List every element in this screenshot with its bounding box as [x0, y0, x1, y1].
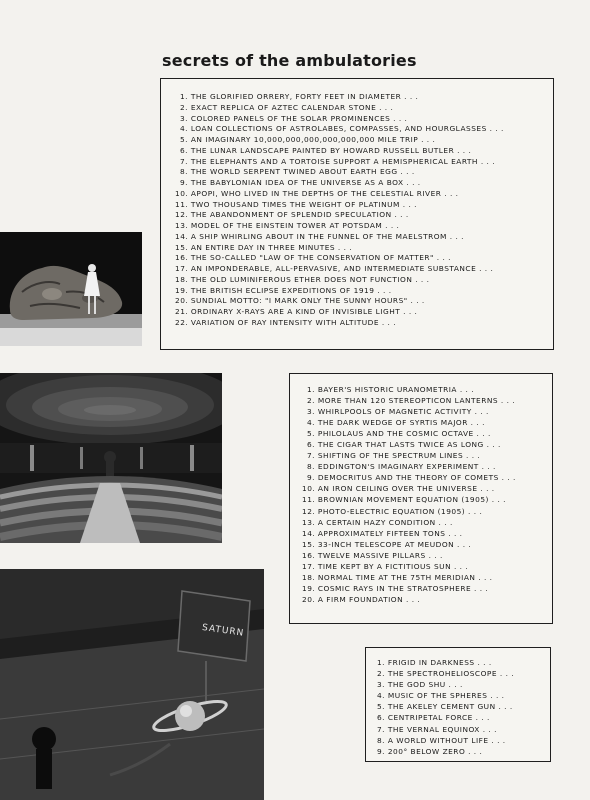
saturn-model-photo [0, 569, 264, 800]
list-item: 14. A SHIP WHIRLING ABOUT IN THE FUNNEL OF THE MAELSTROM . . . [175, 231, 465, 241]
planetarium-theatre-photo [0, 373, 222, 543]
list-item: 3. COLORED PANELS OF THE SOLAR PROMINENCES . . . [179, 113, 408, 123]
list-item: 16. TWELVE MASSIVE PILLARS . . . [302, 550, 443, 560]
numbered-list-2 [302, 384, 552, 605]
list-box-1 [160, 78, 554, 350]
list-item: 10. AN IRON CEILING OVER THE UNIVERSE . . . [302, 484, 495, 494]
list-item: 11. TWO THOUSAND TIMES THE WEIGHT OF PLATINUM . . . [175, 199, 418, 209]
list-item: 11. BROWNIAN MOVEMENT EQUATION (1905) . . . [302, 495, 506, 505]
list-item: 5. PHILOLAUS AND THE COSMIC OCTAVE . . . [306, 429, 491, 439]
list-item: 6. CENTRIPETAL FORCE . . . [376, 713, 490, 723]
list-item: 7. THE ELEPHANTS AND A TORTOISE SUPPORT A HEMISPHERICAL EARTH . . . [179, 156, 496, 166]
meteorite-photo [0, 232, 142, 346]
list-item: 8. EDDINGTON'S IMAGINARY EXPERIMENT . . . [306, 462, 496, 472]
numbered-list-1 [175, 92, 553, 329]
list-item: 19. COSMIC RAYS IN THE STRATOSPHERE . . . [302, 583, 489, 593]
list-item: 14. APPROXIMATELY FIFTEEN TONS . . . [302, 528, 463, 538]
list-item: 9. THE BABYLONIAN IDEA OF THE UNIVERSE AS A BOX . . . [179, 178, 421, 187]
list-item: 5. THE AKELEY CEMENT GUN . . . [376, 702, 513, 712]
list-item: 6. THE LUNAR LANDSCAPE PAINTED BY HOWARD RUSSELL BUTLER . . . [179, 145, 472, 155]
list-item: 12. THE ABANDONMENT OF SPLENDID SPECULATION . . . [175, 210, 409, 220]
saturn-sign-text: SATURN [201, 622, 245, 639]
list-item: 8. A WORLD WITHOUT LIFE . . . [376, 735, 506, 745]
list-item: 9. DEMOCRITUS AND THE THEORY OF COMETS . . . [306, 473, 516, 483]
list-box-2 [289, 373, 553, 624]
list-item: 17. AN IMPONDERABLE, ALL-PERVASIVE, AND INTERMEDIATE SUBSTANCE . . . [175, 264, 494, 273]
list-item: 17. TIME KEPT BY A FICTITIOUS SUN . . . [302, 561, 469, 571]
list-item: 7. SHIFTING OF THE SPECTRUM LINES . . . [306, 451, 481, 461]
list-item: 1. BAYER'S HISTORIC URANOMETRIA . . . [306, 385, 475, 394]
list-item: 4. MUSIC OF THE SPHERES . . . [376, 691, 505, 701]
list-item: 15. AN ENTIRE DAY IN THREE MINUTES . . . [175, 242, 353, 252]
list-item: 18. NORMAL TIME AT THE 75TH MERIDIAN . . . [302, 572, 493, 582]
list-item: 2. EXACT REPLICA OF AZTEC CALENDAR STONE . . . [179, 102, 394, 112]
list-item: 13. MODEL OF THE EINSTEIN TOWER AT POTSDAM . . . [175, 221, 400, 230]
list-item: 8. THE WORLD SERPENT TWINED ABOUT EARTH EGG . . . [179, 167, 415, 177]
list-item: 15. 33-INCH TELESCOPE AT MEUDON . . . [302, 539, 472, 549]
list-item: 6. THE CIGAR THAT LASTS TWICE AS LONG . . . [306, 440, 501, 450]
list-box-3 [365, 647, 551, 762]
list-item: 1. FRIGID IN DARKNESS . . . [376, 658, 492, 667]
list-item: 18. THE OLD LUMINIFEROUS ETHER DOES NOT FUNCTION . . . [175, 274, 430, 284]
list-item: 3. WHIRLPOOLS OF MAGNETIC ACTIVITY . . . [306, 407, 489, 417]
list-item: 5. AN IMAGINARY 10,000,000,000,000,000,000 MILE TRIP . . . [179, 135, 436, 144]
list-item: 21. ORDINARY X-RAYS ARE A KIND OF INVISIBLE LIGHT . . . [175, 307, 418, 316]
numbered-list-3 [375, 657, 550, 757]
list-item: 16. THE SO-CALLED "LAW OF THE CONSERVATION OF MATTER" . . . [175, 253, 452, 263]
list-item: 12. PHOTO-ELECTRIC EQUATION (1905) . . . [302, 506, 483, 516]
list-item: 20. A FIRM FOUNDATION . . . [302, 594, 421, 604]
list-item: 4. LOAN COLLECTIONS OF ASTROLABES, COMPASSES, AND HOURGLASSES . . . [179, 124, 504, 134]
list-item: 19. THE BRITISH ECLIPSE EXPEDITIONS OF 1919 . . . [175, 285, 392, 295]
list-item: 13. A CERTAIN HAZY CONDITION . . . [302, 517, 453, 527]
list-item: 22. VARIATION OF RAY INTENSITY WITH ALTITUDE . . . [175, 317, 397, 327]
list-item: 7. THE VERNAL EQUINOX . . . [376, 724, 497, 734]
list-item: 4. THE DARK WEDGE OF SYRTIS MAJOR . . . [306, 418, 485, 428]
list-item: 3. THE GOD SHU . . . [376, 680, 463, 690]
list-item: 2. MORE THAN 120 STEREOPTICON LANTERNS . . . [306, 396, 516, 406]
list-item: 20. SUNDIAL MOTTO: "I MARK ONLY THE SUNNY HOURS" . . . [175, 296, 425, 306]
list-item: 1. THE GLORIFIED ORRERY, FORTY FEET IN DIAMETER . . . [179, 92, 419, 101]
list-item: 2. THE SPECTROHELIOSCOPE . . . [376, 669, 515, 679]
page-title: secrets of the ambulatories [162, 51, 417, 70]
list-item: 10. APOPI, WHO LIVED IN THE DEPTHS OF THE CELESTIAL RIVER . . . [175, 188, 459, 198]
list-item: 9. 200° BELOW ZERO . . . [376, 746, 483, 756]
